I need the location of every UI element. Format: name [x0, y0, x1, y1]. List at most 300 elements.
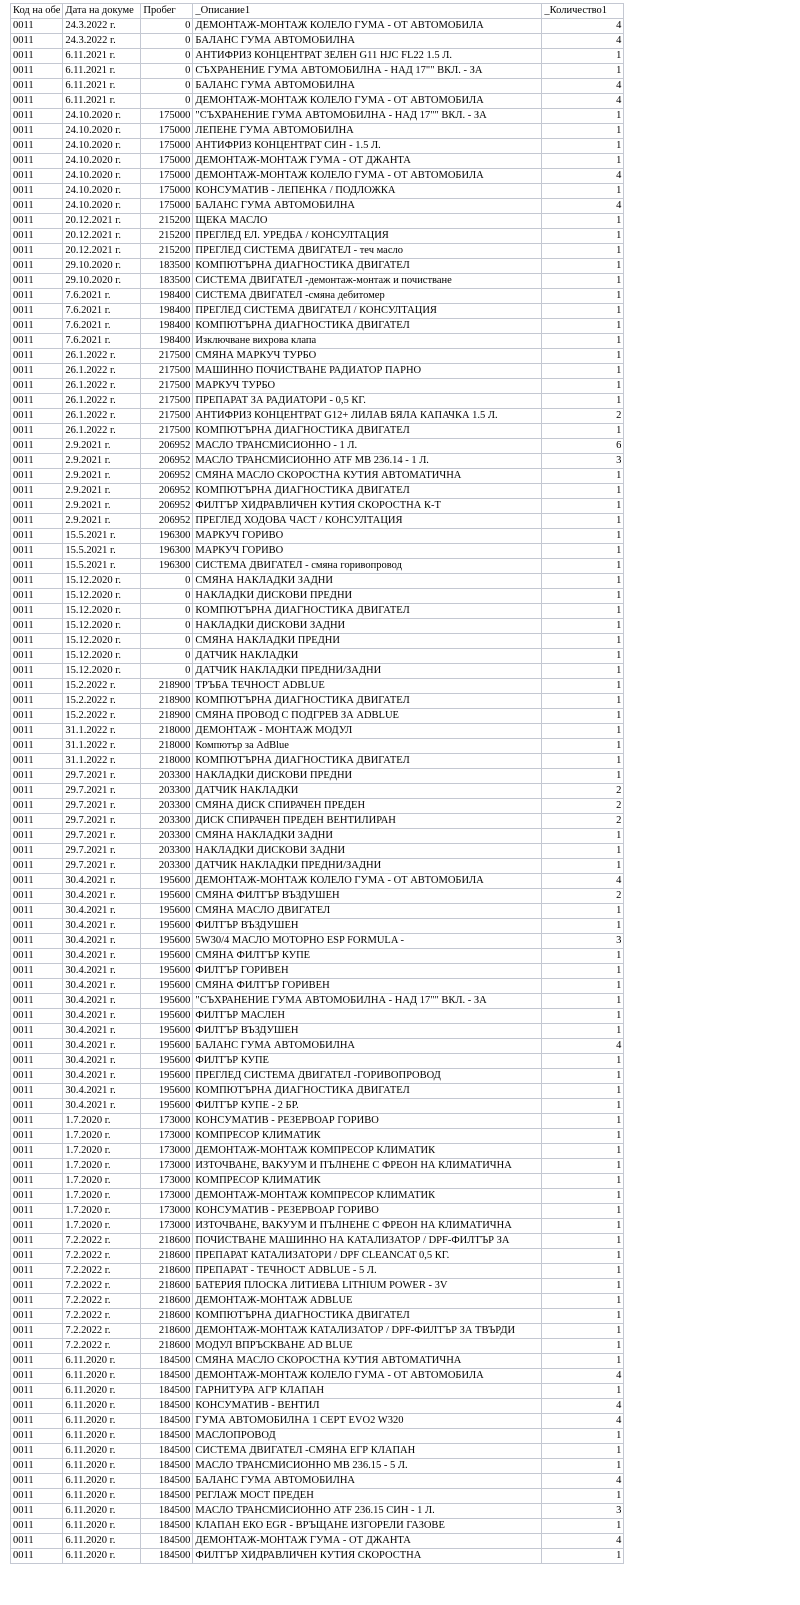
cell-description[interactable]: КОНСУМАТИВ - ЛЕПЕНКА / ПОДЛОЖКА — [193, 184, 542, 199]
cell-description[interactable]: ТРЪБА ТЕЧНОСТ ADBLUE — [193, 679, 542, 694]
cell-quantity[interactable]: 4 — [542, 34, 624, 49]
table-row[interactable] — [11, 364, 624, 379]
table-row[interactable] — [11, 334, 624, 349]
table-row[interactable] — [11, 814, 624, 829]
cell-description[interactable]: ПОЧИСТВАНЕ МАШИННО НА КАТАЛИЗАТОР / DPF-ФИЛТЪР ЗА — [193, 1234, 542, 1249]
cell-mileage[interactable]: 215200 — [141, 244, 193, 259]
cell-mileage[interactable]: 173000 — [141, 1204, 193, 1219]
table-row[interactable] — [11, 1174, 624, 1189]
cell-description[interactable]: МАРКУЧ ГОРИВО — [193, 544, 542, 559]
cell-description[interactable]: КОМПЮТЪРНА ДИАГНОСТИКА ДВИГАТЕЛ — [193, 754, 542, 769]
cell-document-date[interactable]: 15.12.2020 г. — [63, 664, 141, 679]
cell-document-date[interactable]: 7.2.2022 г. — [63, 1294, 141, 1309]
cell-quantity[interactable]: 1 — [542, 1054, 624, 1069]
cell-document-date[interactable]: 30.4.2021 г. — [63, 919, 141, 934]
cell-object-code[interactable]: 0011 — [11, 1309, 63, 1324]
cell-document-date[interactable]: 30.4.2021 г. — [63, 1024, 141, 1039]
cell-mileage[interactable]: 218600 — [141, 1279, 193, 1294]
cell-description[interactable]: ДЕМОНТАЖ-МОНТАЖ КОЛЕЛО ГУМА - ОТ АВТОМОБИЛА — [193, 1369, 542, 1384]
cell-mileage[interactable]: 206952 — [141, 469, 193, 484]
cell-object-code[interactable]: 0011 — [11, 604, 63, 619]
cell-quantity[interactable]: 1 — [542, 259, 624, 274]
cell-document-date[interactable]: 6.11.2021 г. — [63, 49, 141, 64]
cell-mileage[interactable]: 184500 — [141, 1444, 193, 1459]
cell-document-date[interactable]: 30.4.2021 г. — [63, 874, 141, 889]
cell-description[interactable]: НАКЛАДКИ ДИСКОВИ ПРЕДНИ — [193, 589, 542, 604]
table-row[interactable] — [11, 1279, 624, 1294]
cell-object-code[interactable]: 0011 — [11, 109, 63, 124]
cell-description[interactable]: МАСЛО ТРАНСМИСИОННО MB 236.15 - 5 Л. — [193, 1459, 542, 1474]
cell-quantity[interactable]: 1 — [542, 1009, 624, 1024]
cell-mileage[interactable]: 175000 — [141, 139, 193, 154]
cell-mileage[interactable]: 215200 — [141, 229, 193, 244]
cell-mileage[interactable]: 195600 — [141, 1084, 193, 1099]
cell-quantity[interactable]: 1 — [542, 109, 624, 124]
cell-mileage[interactable]: 195600 — [141, 1099, 193, 1114]
cell-description[interactable]: ДЕМОНТАЖ-МОНТАЖ КОЛЕЛО ГУМА - ОТ АВТОМОБИЛА — [193, 169, 542, 184]
cell-mileage[interactable]: 206952 — [141, 499, 193, 514]
cell-quantity[interactable]: 1 — [542, 1129, 624, 1144]
cell-object-code[interactable]: 0011 — [11, 484, 63, 499]
cell-description[interactable]: БАЛАНС ГУМА АВТОМОБИЛНА — [193, 199, 542, 214]
cell-document-date[interactable]: 20.12.2021 г. — [63, 214, 141, 229]
table-row[interactable] — [11, 394, 624, 409]
table-row[interactable] — [11, 784, 624, 799]
cell-mileage[interactable]: 198400 — [141, 289, 193, 304]
cell-description[interactable]: СМЯНА МАСЛО СКОРОСТНА КУТИЯ АВТОМАТИЧНА — [193, 469, 542, 484]
cell-mileage[interactable]: 218000 — [141, 739, 193, 754]
table-row[interactable] — [11, 529, 624, 544]
cell-quantity[interactable]: 1 — [542, 904, 624, 919]
cell-mileage[interactable]: 195600 — [141, 979, 193, 994]
cell-description[interactable]: КОМПЮТЪРНА ДИАГНОСТИКА ДВИГАТЕЛ — [193, 424, 542, 439]
cell-description[interactable]: ПРЕПАРАТ ЗА РАДИАТОРИ - 0,5 КГ. — [193, 394, 542, 409]
cell-document-date[interactable]: 30.4.2021 г. — [63, 949, 141, 964]
cell-description[interactable]: НАКЛАДКИ ДИСКОВИ ЗАДНИ — [193, 619, 542, 634]
table-row[interactable] — [11, 694, 624, 709]
cell-mileage[interactable]: 184500 — [141, 1534, 193, 1549]
cell-object-code[interactable]: 0011 — [11, 1549, 63, 1564]
cell-description[interactable]: МАРКУЧ ТУРБО — [193, 379, 542, 394]
cell-quantity[interactable]: 1 — [542, 49, 624, 64]
cell-document-date[interactable]: 31.1.2022 г. — [63, 724, 141, 739]
cell-mileage[interactable]: 203300 — [141, 859, 193, 874]
table-row[interactable] — [11, 1459, 624, 1474]
cell-quantity[interactable]: 1 — [542, 844, 624, 859]
cell-description[interactable]: ФИЛТЪР КУПЕ - 2 БР. — [193, 1099, 542, 1114]
table-row[interactable] — [11, 949, 624, 964]
table-row[interactable] — [11, 49, 624, 64]
cell-description[interactable]: ДЕМОНТАЖ-МОНТАЖ ADBLUE — [193, 1294, 542, 1309]
cell-object-code[interactable]: 0011 — [11, 424, 63, 439]
cell-quantity[interactable]: 1 — [542, 484, 624, 499]
cell-quantity[interactable]: 1 — [542, 604, 624, 619]
cell-description[interactable]: ДЕМОНТАЖ-МОНТАЖ ГУМА - ОТ ДЖАНТА — [193, 1534, 542, 1549]
cell-object-code[interactable]: 0011 — [11, 979, 63, 994]
cell-quantity[interactable]: 1 — [542, 334, 624, 349]
cell-description[interactable]: СЪХРАНЕНИЕ ГУМА АВТОМОБИЛНА - НАД 17"" ВКЛ. - ЗА — [193, 64, 542, 79]
cell-object-code[interactable]: 0011 — [11, 1444, 63, 1459]
cell-description[interactable]: БАЛАНС ГУМА АВТОМОБИЛНА — [193, 79, 542, 94]
cell-mileage[interactable]: 218000 — [141, 754, 193, 769]
cell-quantity[interactable]: 1 — [542, 739, 624, 754]
cell-document-date[interactable]: 29.7.2021 г. — [63, 829, 141, 844]
cell-object-code[interactable]: 0011 — [11, 544, 63, 559]
cell-quantity[interactable]: 1 — [542, 154, 624, 169]
cell-document-date[interactable]: 29.7.2021 г. — [63, 769, 141, 784]
cell-object-code[interactable]: 0011 — [11, 304, 63, 319]
cell-mileage[interactable]: 173000 — [141, 1219, 193, 1234]
cell-mileage[interactable]: 184500 — [141, 1504, 193, 1519]
cell-description[interactable]: АНТИФРИЗ КОНЦЕНТРАТ ЗЕЛЕН G11 НЈС FL22 1.5 Л. — [193, 49, 542, 64]
cell-object-code[interactable]: 0011 — [11, 199, 63, 214]
cell-description[interactable]: СМЯНА МАСЛО ДВИГАТЕЛ — [193, 904, 542, 919]
cell-quantity[interactable]: 1 — [542, 1429, 624, 1444]
cell-document-date[interactable]: 6.11.2020 г. — [63, 1399, 141, 1414]
cell-description[interactable]: КОНСУМАТИВ - РЕЗЕРВОАР ГОРИВО — [193, 1114, 542, 1129]
cell-object-code[interactable]: 0011 — [11, 454, 63, 469]
cell-mileage[interactable]: 0 — [141, 94, 193, 109]
cell-document-date[interactable]: 30.4.2021 г. — [63, 1099, 141, 1114]
cell-description[interactable]: ДАТЧИК НАКЛАДКИ ПРЕДНИ/ЗАДНИ — [193, 664, 542, 679]
table-row[interactable] — [11, 1339, 624, 1354]
cell-document-date[interactable]: 24.10.2020 г. — [63, 184, 141, 199]
table-row[interactable] — [11, 184, 624, 199]
table-row[interactable] — [11, 1519, 624, 1534]
cell-document-date[interactable]: 6.11.2020 г. — [63, 1414, 141, 1429]
cell-document-date[interactable]: 15.5.2021 г. — [63, 544, 141, 559]
cell-mileage[interactable]: 183500 — [141, 259, 193, 274]
table-row[interactable] — [11, 1489, 624, 1504]
header-mileage[interactable]: Пробег — [141, 4, 193, 19]
cell-description[interactable]: ДИСК СПИРАЧЕН ПРЕДЕН ВЕНТИЛИРАН — [193, 814, 542, 829]
cell-document-date[interactable]: 20.12.2021 г. — [63, 244, 141, 259]
cell-object-code[interactable]: 0011 — [11, 49, 63, 64]
cell-object-code[interactable]: 0011 — [11, 1159, 63, 1174]
cell-quantity[interactable]: 3 — [542, 1504, 624, 1519]
table-row[interactable] — [11, 919, 624, 934]
cell-mileage[interactable]: 0 — [141, 664, 193, 679]
table-row[interactable] — [11, 34, 624, 49]
table-row[interactable] — [11, 589, 624, 604]
table-row[interactable] — [11, 1399, 624, 1414]
cell-document-date[interactable]: 24.3.2022 г. — [63, 19, 141, 34]
cell-description[interactable]: ГАРНИТУРА АГР КЛАПАН — [193, 1384, 542, 1399]
cell-description[interactable]: ФИЛТЪР ХИДРАВЛИЧЕН КУТИЯ СКОРОСТНА — [193, 1549, 542, 1564]
table-row[interactable] — [11, 274, 624, 289]
cell-mileage[interactable]: 217500 — [141, 349, 193, 364]
cell-document-date[interactable]: 29.7.2021 г. — [63, 844, 141, 859]
cell-object-code[interactable]: 0011 — [11, 514, 63, 529]
cell-document-date[interactable]: 30.4.2021 г. — [63, 964, 141, 979]
cell-document-date[interactable]: 29.7.2021 г. — [63, 859, 141, 874]
cell-quantity[interactable]: 4 — [542, 199, 624, 214]
table-row[interactable] — [11, 1384, 624, 1399]
cell-description[interactable]: КОМПЮТЪРНА ДИАГНОСТИКА ДВИГАТЕЛ — [193, 604, 542, 619]
table-row[interactable] — [11, 994, 624, 1009]
cell-description[interactable]: ДАТЧИК НАКЛАДКИ — [193, 784, 542, 799]
cell-mileage[interactable]: 206952 — [141, 439, 193, 454]
cell-description[interactable]: ЛЕПЕНЕ ГУМА АВТОМОБИЛНА — [193, 124, 542, 139]
cell-quantity[interactable]: 1 — [542, 124, 624, 139]
cell-object-code[interactable]: 0011 — [11, 1039, 63, 1054]
cell-object-code[interactable]: 0011 — [11, 319, 63, 334]
cell-description[interactable]: ДЕМОНТАЖ-МОНТАЖ КОМПРЕСОР КЛИМАТИК — [193, 1189, 542, 1204]
cell-description[interactable]: СИСТЕМА ДВИГАТЕЛ - смяна горивопровод — [193, 559, 542, 574]
cell-document-date[interactable]: 24.10.2020 г. — [63, 124, 141, 139]
cell-document-date[interactable]: 7.2.2022 г. — [63, 1324, 141, 1339]
table-row[interactable] — [11, 244, 624, 259]
cell-document-date[interactable]: 2.9.2021 г. — [63, 499, 141, 514]
cell-quantity[interactable]: 1 — [542, 994, 624, 1009]
cell-mileage[interactable]: 195600 — [141, 994, 193, 1009]
cell-mileage[interactable]: 195600 — [141, 874, 193, 889]
cell-quantity[interactable]: 1 — [542, 1459, 624, 1474]
cell-document-date[interactable]: 6.11.2021 г. — [63, 64, 141, 79]
cell-object-code[interactable]: 0011 — [11, 1264, 63, 1279]
cell-description[interactable]: ИЗТОЧВАНЕ, ВАКУУМ И ПЪЛНЕНЕ С ФРЕОН НА КЛИМАТИЧНА — [193, 1159, 542, 1174]
cell-document-date[interactable]: 30.4.2021 г. — [63, 889, 141, 904]
cell-description[interactable]: МАСЛОПРОВОД — [193, 1429, 542, 1444]
cell-object-code[interactable]: 0011 — [11, 79, 63, 94]
cell-mileage[interactable]: 195600 — [141, 1054, 193, 1069]
cell-document-date[interactable]: 24.10.2020 г. — [63, 139, 141, 154]
cell-mileage[interactable]: 0 — [141, 619, 193, 634]
cell-mileage[interactable]: 195600 — [141, 1069, 193, 1084]
cell-object-code[interactable]: 0011 — [11, 769, 63, 784]
table-row[interactable] — [11, 934, 624, 949]
cell-mileage[interactable]: 218600 — [141, 1339, 193, 1354]
cell-document-date[interactable]: 30.4.2021 г. — [63, 904, 141, 919]
cell-description[interactable]: ДЕМОНТАЖ-МОНТАЖ КАТАЛИЗАТОР / DPF-ФИЛТЪР ЗА ТВЪРДИ — [193, 1324, 542, 1339]
cell-document-date[interactable]: 29.10.2020 г. — [63, 259, 141, 274]
cell-quantity[interactable]: 1 — [542, 244, 624, 259]
cell-mileage[interactable]: 184500 — [141, 1429, 193, 1444]
cell-quantity[interactable]: 4 — [542, 1369, 624, 1384]
cell-mileage[interactable]: 184500 — [141, 1354, 193, 1369]
cell-object-code[interactable]: 0011 — [11, 1534, 63, 1549]
cell-description[interactable]: ФИЛТЪР МАСЛЕН — [193, 1009, 542, 1024]
cell-quantity[interactable]: 1 — [542, 514, 624, 529]
cell-document-date[interactable]: 24.10.2020 г. — [63, 199, 141, 214]
cell-object-code[interactable]: 0011 — [11, 34, 63, 49]
cell-quantity[interactable]: 1 — [542, 304, 624, 319]
table-row[interactable] — [11, 1414, 624, 1429]
cell-quantity[interactable]: 1 — [542, 139, 624, 154]
table-row[interactable] — [11, 889, 624, 904]
cell-quantity[interactable]: 1 — [542, 979, 624, 994]
cell-quantity[interactable]: 1 — [542, 754, 624, 769]
cell-description[interactable]: ФИЛТЪР КУПЕ — [193, 1054, 542, 1069]
cell-document-date[interactable]: 6.11.2020 г. — [63, 1474, 141, 1489]
cell-document-date[interactable]: 15.2.2022 г. — [63, 679, 141, 694]
cell-quantity[interactable]: 2 — [542, 784, 624, 799]
cell-document-date[interactable]: 15.5.2021 г. — [63, 559, 141, 574]
cell-mileage[interactable]: 183500 — [141, 274, 193, 289]
cell-object-code[interactable]: 0011 — [11, 784, 63, 799]
table-row[interactable] — [11, 829, 624, 844]
cell-mileage[interactable]: 0 — [141, 49, 193, 64]
cell-quantity[interactable]: 3 — [542, 454, 624, 469]
cell-mileage[interactable]: 218600 — [141, 1309, 193, 1324]
cell-quantity[interactable]: 1 — [542, 1234, 624, 1249]
cell-mileage[interactable]: 0 — [141, 34, 193, 49]
cell-object-code[interactable]: 0011 — [11, 139, 63, 154]
cell-object-code[interactable]: 0011 — [11, 1249, 63, 1264]
cell-document-date[interactable]: 7.2.2022 г. — [63, 1249, 141, 1264]
cell-object-code[interactable]: 0011 — [11, 1459, 63, 1474]
table-row[interactable] — [11, 1069, 624, 1084]
cell-quantity[interactable]: 1 — [542, 1324, 624, 1339]
table-row[interactable] — [11, 859, 624, 874]
cell-mileage[interactable]: 184500 — [141, 1399, 193, 1414]
table-row[interactable] — [11, 679, 624, 694]
cell-document-date[interactable]: 20.12.2021 г. — [63, 229, 141, 244]
cell-mileage[interactable]: 203300 — [141, 814, 193, 829]
cell-quantity[interactable]: 1 — [542, 859, 624, 874]
cell-description[interactable]: ПРЕГЛЕД СИСТЕМА ДВИГАТЕЛ / КОНСУЛТАЦИЯ — [193, 304, 542, 319]
cell-mileage[interactable]: 175000 — [141, 124, 193, 139]
cell-description[interactable]: ДЕМОНТАЖ - МОНТАЖ МОДУЛ — [193, 724, 542, 739]
cell-quantity[interactable]: 1 — [542, 1519, 624, 1534]
cell-description[interactable]: ФИЛТЪР ВЪЗДУШЕН — [193, 1024, 542, 1039]
cell-object-code[interactable]: 0011 — [11, 1384, 63, 1399]
table-row[interactable] — [11, 94, 624, 109]
cell-object-code[interactable]: 0011 — [11, 814, 63, 829]
cell-document-date[interactable]: 15.5.2021 г. — [63, 529, 141, 544]
cell-quantity[interactable]: 3 — [542, 934, 624, 949]
table-row[interactable] — [11, 964, 624, 979]
cell-mileage[interactable]: 203300 — [141, 844, 193, 859]
cell-description[interactable]: СМЯНА ФИЛТЪР ВЪЗДУШЕН — [193, 889, 542, 904]
cell-document-date[interactable]: 30.4.2021 г. — [63, 1084, 141, 1099]
cell-document-date[interactable]: 30.4.2021 г. — [63, 979, 141, 994]
cell-document-date[interactable]: 1.7.2020 г. — [63, 1189, 141, 1204]
cell-object-code[interactable]: 0011 — [11, 274, 63, 289]
cell-mileage[interactable]: 218600 — [141, 1264, 193, 1279]
cell-document-date[interactable]: 1.7.2020 г. — [63, 1129, 141, 1144]
table-row[interactable] — [11, 379, 624, 394]
cell-document-date[interactable]: 26.1.2022 г. — [63, 424, 141, 439]
cell-object-code[interactable]: 0011 — [11, 124, 63, 139]
cell-mileage[interactable]: 196300 — [141, 559, 193, 574]
cell-mileage[interactable]: 217500 — [141, 409, 193, 424]
cell-description[interactable]: АНТИФРИЗ КОНЦЕНТРАТ СИН - 1.5 Л. — [193, 139, 542, 154]
cell-quantity[interactable]: 4 — [542, 874, 624, 889]
cell-description[interactable]: ПРЕГЛЕД СИСТЕМА ДВИГАТЕЛ -ГОРИВОПРОВОД — [193, 1069, 542, 1084]
cell-mileage[interactable]: 0 — [141, 649, 193, 664]
cell-description[interactable]: ДЕМОНТАЖ-МОНТАЖ КОЛЕЛО ГУМА - ОТ АВТОМОБИЛА — [193, 94, 542, 109]
cell-description[interactable]: КЛАПАН ЕКО EGR - ВРЪЩАНЕ ИЗГОРЕЛИ ГАЗОВЕ — [193, 1519, 542, 1534]
table-row[interactable] — [11, 424, 624, 439]
cell-document-date[interactable]: 30.4.2021 г. — [63, 994, 141, 1009]
cell-quantity[interactable]: 1 — [542, 1114, 624, 1129]
cell-description[interactable]: БАЛАНС ГУМА АВТОМОБИЛНА — [193, 1039, 542, 1054]
cell-description[interactable]: СИСТЕМА ДВИГАТЕЛ -демонтаж-монтаж и почистване — [193, 274, 542, 289]
cell-document-date[interactable]: 6.11.2020 г. — [63, 1444, 141, 1459]
cell-document-date[interactable]: 24.3.2022 г. — [63, 34, 141, 49]
cell-quantity[interactable]: 1 — [542, 724, 624, 739]
cell-quantity[interactable]: 1 — [542, 424, 624, 439]
cell-description[interactable]: АНТИФРИЗ КОНЦЕНТРАТ G12+ ЛИЛАВ БЯЛА КАПАЧКА 1.5 Л. — [193, 409, 542, 424]
table-row[interactable] — [11, 1099, 624, 1114]
cell-document-date[interactable]: 31.1.2022 г. — [63, 754, 141, 769]
table-row[interactable] — [11, 559, 624, 574]
cell-object-code[interactable]: 0011 — [11, 1339, 63, 1354]
cell-object-code[interactable]: 0011 — [11, 364, 63, 379]
cell-quantity[interactable]: 1 — [542, 1069, 624, 1084]
cell-description[interactable]: БАЛАНС ГУМА АВТОМОБИЛНА — [193, 34, 542, 49]
cell-quantity[interactable]: 4 — [542, 1534, 624, 1549]
cell-object-code[interactable]: 0011 — [11, 634, 63, 649]
cell-description[interactable]: ПРЕГЛЕД ЕЛ. УРЕДБА / КОНСУЛТАЦИЯ — [193, 229, 542, 244]
table-row[interactable] — [11, 1024, 624, 1039]
cell-quantity[interactable]: 1 — [542, 709, 624, 724]
cell-object-code[interactable]: 0011 — [11, 994, 63, 1009]
cell-document-date[interactable]: 15.12.2020 г. — [63, 589, 141, 604]
table-row[interactable] — [11, 514, 624, 529]
table-row[interactable] — [11, 139, 624, 154]
cell-description[interactable]: ДАТЧИК НАКЛАДКИ — [193, 649, 542, 664]
cell-mileage[interactable]: 184500 — [141, 1369, 193, 1384]
table-row[interactable] — [11, 709, 624, 724]
cell-object-code[interactable]: 0011 — [11, 799, 63, 814]
cell-quantity[interactable]: 1 — [542, 649, 624, 664]
cell-mileage[interactable]: 218600 — [141, 1234, 193, 1249]
cell-description[interactable]: ДЕМОНТАЖ-МОНТАЖ КОМПРЕСОР КЛИМАТИК — [193, 1144, 542, 1159]
cell-description[interactable]: СМЯНА НАКЛАДКИ ЗАДНИ — [193, 829, 542, 844]
cell-quantity[interactable]: 1 — [542, 919, 624, 934]
cell-mileage[interactable]: 175000 — [141, 199, 193, 214]
table-row[interactable] — [11, 409, 624, 424]
cell-mileage[interactable]: 184500 — [141, 1489, 193, 1504]
cell-description[interactable]: КОМПЮТЪРНА ДИАГНОСТИКА ДВИГАТЕЛ — [193, 1309, 542, 1324]
cell-document-date[interactable]: 15.12.2020 г. — [63, 604, 141, 619]
cell-object-code[interactable]: 0011 — [11, 19, 63, 34]
cell-document-date[interactable]: 31.1.2022 г. — [63, 739, 141, 754]
cell-quantity[interactable]: 4 — [542, 1399, 624, 1414]
cell-mileage[interactable]: 173000 — [141, 1144, 193, 1159]
cell-quantity[interactable]: 2 — [542, 409, 624, 424]
table-row[interactable] — [11, 844, 624, 859]
cell-mileage[interactable]: 173000 — [141, 1189, 193, 1204]
table-row[interactable] — [11, 649, 624, 664]
table-row[interactable] — [11, 214, 624, 229]
cell-quantity[interactable]: 1 — [542, 634, 624, 649]
cell-description[interactable]: ПРЕПАРАТ КАТАЛИЗАТОРИ / DPF CLEANCAT 0,5 КГ. — [193, 1249, 542, 1264]
cell-document-date[interactable]: 26.1.2022 г. — [63, 409, 141, 424]
cell-object-code[interactable]: 0011 — [11, 844, 63, 859]
cell-description[interactable]: СМЯНА ДИСК СПИРАЧЕН ПРЕДЕН — [193, 799, 542, 814]
cell-document-date[interactable]: 6.11.2021 г. — [63, 94, 141, 109]
cell-quantity[interactable]: 1 — [542, 679, 624, 694]
cell-description[interactable]: СИСТЕМА ДВИГАТЕЛ -смяна дебитомер — [193, 289, 542, 304]
cell-description[interactable]: СМЯНА МАРКУЧ ТУРБО — [193, 349, 542, 364]
cell-object-code[interactable]: 0011 — [11, 94, 63, 109]
cell-object-code[interactable]: 0011 — [11, 1399, 63, 1414]
cell-mileage[interactable]: 206952 — [141, 514, 193, 529]
table-row[interactable] — [11, 304, 624, 319]
cell-quantity[interactable]: 1 — [542, 184, 624, 199]
cell-document-date[interactable]: 6.11.2020 г. — [63, 1459, 141, 1474]
table-row[interactable] — [11, 739, 624, 754]
cell-description[interactable]: ФИЛТЪР ВЪЗДУШЕН — [193, 919, 542, 934]
cell-description[interactable]: БАЛАНС ГУМА АВТОМОБИЛНА — [193, 1474, 542, 1489]
cell-quantity[interactable]: 1 — [542, 559, 624, 574]
cell-mileage[interactable]: 218900 — [141, 694, 193, 709]
cell-quantity[interactable]: 1 — [542, 1189, 624, 1204]
cell-mileage[interactable]: 217500 — [141, 394, 193, 409]
